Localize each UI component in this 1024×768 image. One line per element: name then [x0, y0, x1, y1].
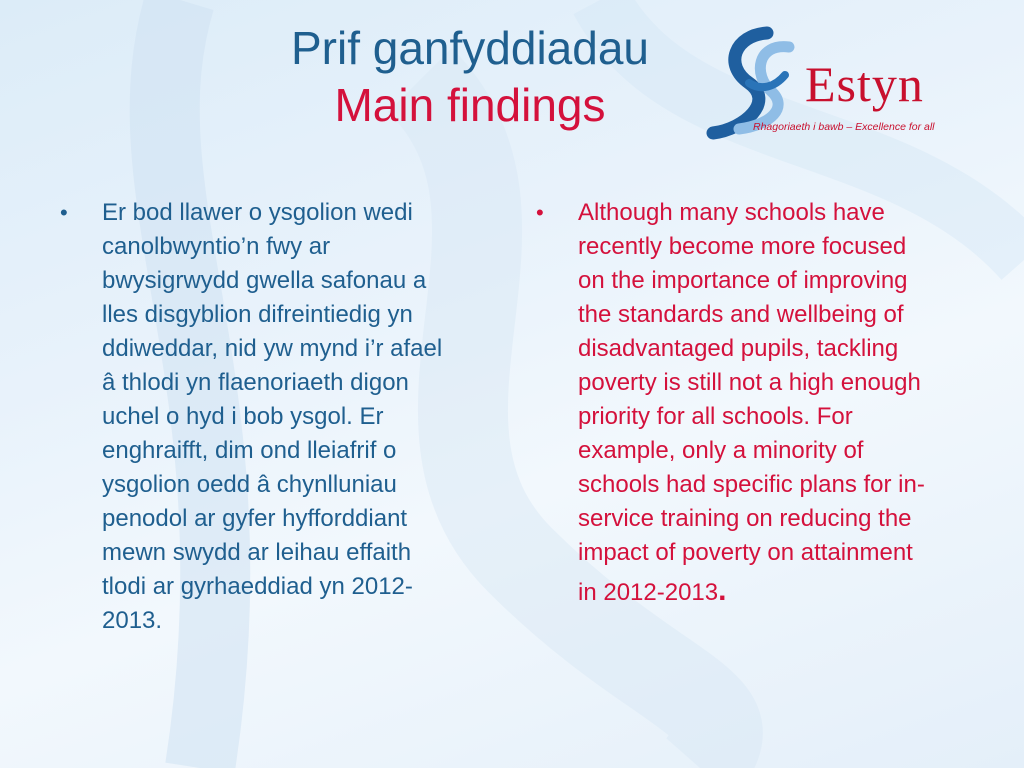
logo-tagline: Rhagoriaeth i bawb – Excellence for all: [753, 121, 935, 133]
slide-title: [200, 20, 740, 134]
english-line: impact of poverty on attainment: [578, 539, 913, 566]
welsh-line: mewn swydd ar leihau effaith: [102, 539, 412, 566]
english-line: recently become more focused: [578, 233, 907, 260]
english-line: priority for all schools. For: [578, 403, 853, 430]
english-line: [578, 574, 1002, 610]
welsh-line: uchel o hyd i bob ysgol. Er: [102, 403, 384, 430]
english-final-period: .: [718, 574, 727, 607]
welsh-line: enghraifft, dim ond lleiafrif o: [102, 437, 397, 464]
welsh-line: 2013.: [102, 607, 163, 634]
welsh-bullet-text: [102, 196, 506, 638]
english-line: Although many schools have: [578, 199, 885, 226]
estyn-logo: [705, 25, 965, 140]
bullet-marker: •: [536, 200, 544, 225]
english-line: poverty is still not a high enough: [578, 369, 921, 396]
english-column: [532, 196, 1002, 610]
english-line: service training on reducing the: [578, 505, 912, 532]
logo-wordmark: Estyn: [805, 56, 924, 112]
english-bullet-item: [532, 196, 1002, 610]
english-last-line-text: in 2012-2013: [578, 579, 719, 606]
welsh-bullet-item: [56, 196, 506, 638]
english-line: example, only a minority of: [578, 437, 864, 464]
title-welsh: Prif ganfyddiadau: [290, 22, 650, 74]
bullet-marker: •: [60, 200, 68, 225]
welsh-line: ysgolion oedd â chynlluniau: [102, 471, 397, 498]
welsh-line: canolbwyntio’n fwy ar: [102, 233, 331, 260]
title-english: Main findings: [334, 79, 606, 131]
english-line: the standards and wellbeing of: [578, 301, 904, 328]
english-line: on the importance of improving: [578, 267, 908, 294]
welsh-line: bwysigrwydd gwella safonau a: [102, 267, 427, 294]
welsh-column: [56, 196, 506, 638]
english-line: disadvantaged pupils, tackling: [578, 335, 899, 362]
welsh-line: Er bod llawer o ysgolion wedi: [102, 199, 413, 226]
welsh-line: ddiweddar, nid yw mynd i’r afael: [102, 335, 443, 362]
welsh-line: â thlodi yn flaenoriaeth digon: [102, 369, 409, 396]
welsh-line: penodol ar gyfer hyfforddiant: [102, 505, 408, 532]
welsh-line: lles disgyblion difreintiedig yn: [102, 301, 413, 328]
english-bullet-text: [578, 196, 1002, 610]
english-line: schools had specific plans for in-: [578, 471, 925, 498]
welsh-line: tlodi ar gyrhaeddiad yn 2012-: [102, 573, 413, 600]
